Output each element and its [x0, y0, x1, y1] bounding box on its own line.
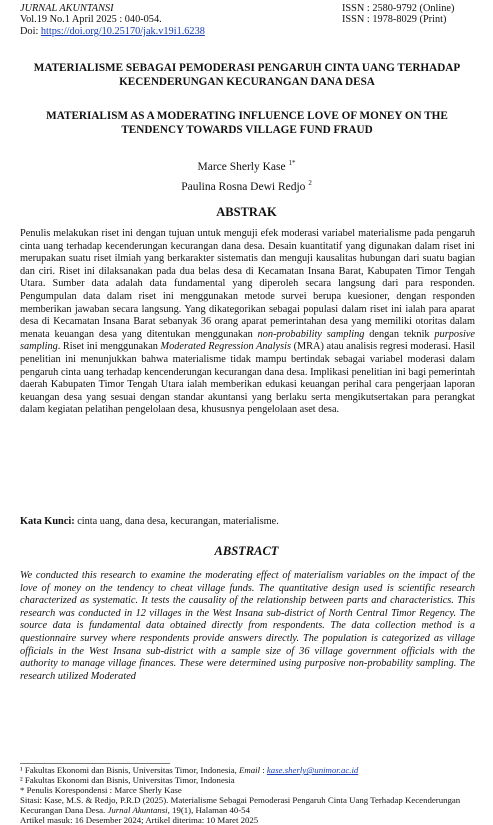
keywords-label: Kata Kunci: — [20, 516, 75, 527]
header-left — [20, 3, 205, 37]
author-list — [0, 155, 493, 195]
keywords-line — [20, 516, 279, 527]
doi-prefix: Doi: — [20, 25, 41, 37]
footnote-text: ¹ Fakultas Ekonomi dan Bisnis, Universitas Timor, Indonesia, — [20, 765, 240, 775]
doi-line — [20, 26, 205, 37]
footnote-3: * Penulis Korespondensi : Marce Sherly Kase — [20, 784, 182, 795]
title-indonesian: MATERIALISME SEBAGAI PEMODERASI PENGARUH CINTA UANG TERHADAP KECENDERUNGAN KECURANGAN DANA DESA — [33, 62, 461, 88]
article-dates: Artikel masuk: 16 Desember 2024; Artikel diterima: 10 Maret 2025 — [20, 814, 259, 825]
abstrak-italic-term: Moderated Regression Analysis — [160, 341, 291, 353]
abstract-body: We conducted this research to examine the moderating effect of materialism variables on the impact of the love of money on the tendency to cheat village funds. The quantitative design used is scientific research characterized as systematic. It tests the causality of the relationship between parts and characteristics. This research was conducted in 12 villages in the West Insana sub-district of North Central Timor Regency. The source data is fundamental data obtained directly from respondents. The data collection method is a questionnaire survey where respondents provide answers directly. The population is categorized as village officials in the West Insana sub-district with a sample size of 36 village government officials with the authority to manage village finances. These were determined using purposive non-probability sampling. The research utilized Moderated — [20, 570, 475, 682]
abstrak-text-part: Penulis melakukan riset ini dengan tujuan untuk menguji efek moderasi variabel materialisme pada pengaruh cinta uang terhadap kecenderungan kecurangan dana desa. Desain kuantitatif yang digunakan dalam riset ini merupakan suatu riset ilmiah yang berkarakter sistematis dan menguji kausalitas hubungan dari suatu bagian dan ciri. Riset ini dilaksanakan pada dua belas desa di Kecamatan Insana Barat, Kabupaten Timor Tengah Utara. Sumber data adalah data fundamental yang diperoleh secara langsung dari para responden. Pengumpulan data dalam riset ini menggunakan metode survei berupa kuesioner, dengan responden memberikan jawaban secara langsung. Yang dikategorikan sebagai populasi dalam riset ini ialah para aparat desa di Kecamatan Insana Barat sebanyak 36 orang aparat pemerintahan desa yang memiliki otoritas dalam menata keuangan desa yang ditentukan menggunakan — [20, 228, 475, 340]
citation-journal: Jurnal Akuntansi — [107, 804, 168, 815]
citation-suffix: , 19(1), Halaman 40-54 — [167, 804, 250, 815]
abstrak-text-part: (MRA) atau analisis regresi moderasi. Hasil penelitian ini menunjukkan bahwa materialisme tidak mampu bertindak sebagai variabel moderasi dalam pengaruh cinta uang terhadap kencenderungan kecurangan dana desa. Implikasi penelitian ini bagi pemerintah daerah Kabupaten Timor Tengah Utara ialah memberikan edukasi keuangan perihal cara pengerjaan laporan keuangan desa yang sesuai dengan standar akuntansi yang berlaku serta mengikutsertakan para perangkat dalam kegiatan pelatihan pengelolaan desa, khususnya pengelolaan aset desa. — [20, 341, 475, 416]
abstrak-text-part: dengan teknik — [364, 328, 435, 340]
abstrak-text-part: . Riset ini menggunakan — [57, 341, 161, 353]
abstrak-italic-term: purposive sampling — [20, 328, 475, 353]
author-name: Paulina Rosna Dewi Redjo — [181, 180, 306, 193]
keywords-values: cinta uang, dana desa, kecurangan, materialisme. — [74, 516, 279, 527]
header-right — [342, 3, 454, 26]
title-english: MATERIALISM AS A MODERATING INFLUENCE LOVE OF MONEY ON THE TENDENCY TOWARDS VILLAGE FUND FRAUD — [46, 110, 448, 136]
footnote-email-label: Email — [239, 765, 261, 775]
citation — [20, 796, 475, 816]
doi-link[interactable]: https://doi.org/10.25170/jak.v19i1.6238 — [40, 25, 205, 37]
author-email-link[interactable]: kase.sherly@unimor.ac.id — [266, 765, 359, 775]
abstrak-heading: ABSTRAK — [216, 205, 277, 219]
abstract-heading: ABSTRACT — [214, 544, 279, 558]
abstrak-italic-term: non-probability sampling — [257, 328, 365, 340]
author-affiliation-mark: 2 — [308, 178, 312, 187]
author-affiliation-mark: 1* — [288, 159, 296, 167]
author-1 — [0, 155, 493, 175]
journal-name: JURNAL AKUNTANSI — [20, 3, 114, 14]
abstrak-body — [20, 228, 475, 417]
author-2 — [0, 175, 493, 195]
author-name: Marce Sherly Kase — [197, 160, 286, 173]
footnote-divider — [20, 763, 170, 764]
issn-print: ISSN : 1978-8029 (Print) — [342, 14, 447, 26]
citation-text: Sitasi: Kase, M.S. & Redjo, P.R.D (2025). Materialisme Sebagai Pemoderasi Pengaruh Cinta Uang Terhadap Kecenderungan Kecurangan Dana Desa. — [20, 794, 461, 815]
footnote-2: ² Fakultas Ekonomi dan Bisnis, Universitas Timor, Indonesia — [20, 774, 235, 785]
issn-online: ISSN : 2580-9792 (Online) — [342, 3, 455, 14]
footnotes — [20, 766, 475, 825]
footnote-separator: : — [260, 765, 267, 775]
volume-info: Vol.19 No.1 April 2025 : 040-054. — [20, 14, 162, 26]
